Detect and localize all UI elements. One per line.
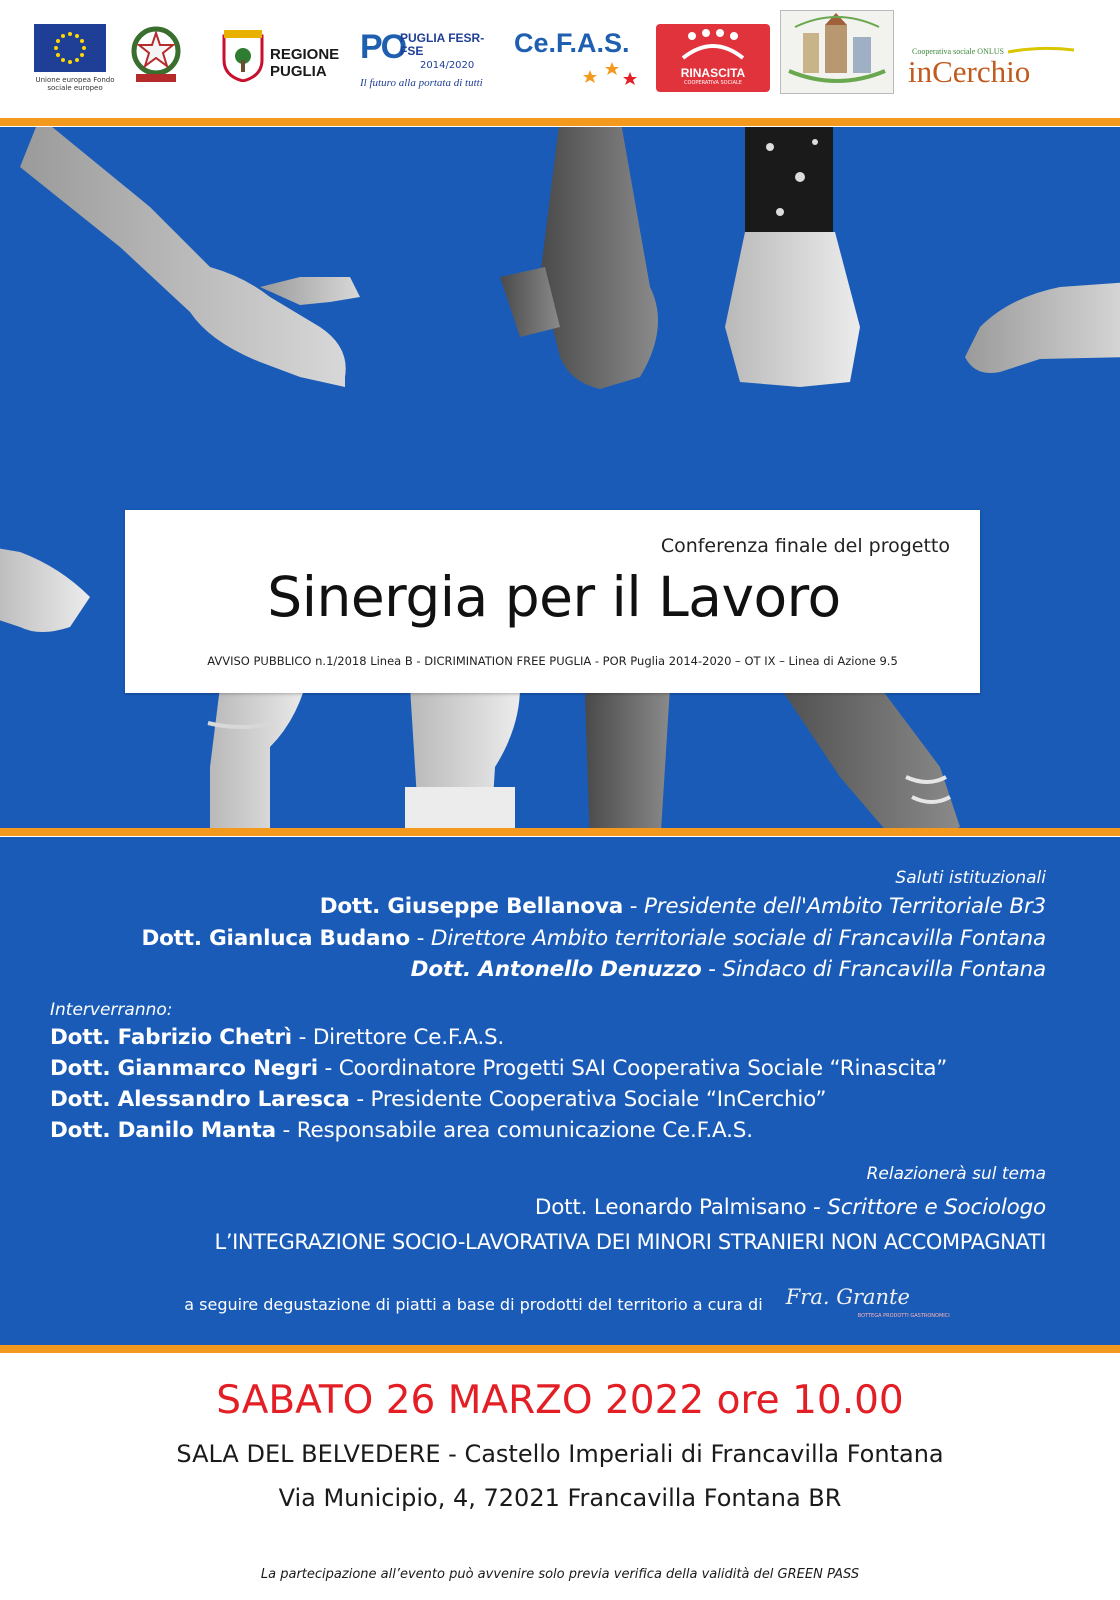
speaker-name: Dott. Danilo Manta [50, 1118, 276, 1143]
speaker-role: Responsabile area comunicazione Ce.F.A.S. [296, 1118, 753, 1143]
caterer-signature-logo [785, 1283, 950, 1325]
speaker-role: Presidente Cooperativa Sociale “InCerchio” [370, 1087, 827, 1112]
speakers-heading: Interverranno: [50, 1000, 173, 1020]
speaker-name: Dott. Gianluca Budano [141, 926, 411, 951]
program-section [0, 837, 1120, 1345]
rinascita-sub: COOPERATIVA SOCIALE [684, 80, 742, 86]
incerchio-name: inCerchio [908, 54, 1031, 89]
speaker-name: Dott. Alessandro Laresca [50, 1087, 350, 1112]
italian-republic-emblem [130, 24, 182, 86]
incerchio-logo [908, 40, 1078, 96]
speaker-row: Dott. Danilo Manta - Responsabile area comunicazione Ce.F.A.S. [50, 1118, 753, 1143]
greetings-heading: Saluti istituzionali [895, 868, 1046, 888]
partner-logos [0, 0, 1120, 118]
rinascita-name: RINASCITA [680, 66, 746, 80]
greeting-row: Dott. Antonello Denuzzo - Sindaco di Francavilla Fontana [410, 957, 1046, 982]
rinascita-logo [656, 24, 770, 92]
speaker-role: Direttore Ambito territoriale sociale di Francavilla Fontana [430, 926, 1046, 951]
por-years: 2014/2020 [420, 60, 475, 71]
greeting-row: Dott. Giuseppe Bellanova - Presidente dell'Ambito Territoriale Br3 [319, 894, 1046, 919]
village-illustration-logo [780, 10, 894, 94]
project-title: Sinergia per il Lavoro [267, 565, 841, 629]
keynote-role: Scrittore e Sociologo [827, 1195, 1046, 1220]
tasting-text: a seguire degustazione di piatti a base di prodotti del territorio a cura di [184, 1294, 763, 1314]
speaker-name: Dott. Fabrizio Chetrì [50, 1025, 292, 1050]
greeting-row: Dott. Gianluca Budano - Direttore Ambito territoriale sociale di Francavilla Fontana [141, 926, 1046, 951]
tasting-note [0, 1283, 1120, 1325]
keynote-heading: Relazionerà sul tema [866, 1164, 1046, 1184]
conference-kicker: Conferenza finale del progetto [660, 535, 950, 557]
speaker-role: Coordinatore Progetti SAI Cooperativa Sociale “Rinascita” [338, 1056, 948, 1081]
speaker-name: Dott. Antonello Denuzzo [410, 957, 702, 982]
por-puglia-logo [360, 28, 500, 98]
keynote-theme: L’INTEGRAZIONE SOCIO-LAVORATIVA DEI MINORI STRANIERI NON ACCOMPAGNATI [214, 1230, 1046, 1254]
event-date: SABATO 26 MARZO 2022 ore 10.00 [216, 1378, 904, 1423]
green-pass-notice: La partecipazione all’evento può avvenire solo previa verifica della validità del GREEN PASS [260, 1567, 860, 1582]
keynote-name: Dott. Leonardo Palmisano [534, 1195, 807, 1220]
caterer-sub: BOTTEGA PRODOTTI GASTRONOMICI [857, 1313, 950, 1319]
middle-orange-rule [0, 828, 1120, 836]
eu-flag-logo [34, 24, 106, 72]
bottom-orange-rule [0, 1345, 1120, 1353]
keynote-row: Dott. Leonardo Palmisano - Scrittore e Sociologo [534, 1195, 1046, 1220]
speaker-role: Sindaco di Francavilla Fontana [722, 957, 1046, 982]
speaker-role: Direttore Ce.F.A.S. [312, 1025, 505, 1050]
regione-puglia-label: REGIONE PUGLIA [270, 46, 340, 80]
speaker-row: Dott. Fabrizio Chetrì - Direttore Ce.F.A.S. [50, 1025, 505, 1050]
eu-caption: Unione europea Fondo sociale europeo [35, 76, 115, 92]
title-banner [125, 510, 980, 693]
speaker-role: Presidente dell'Ambito Territoriale Br3 [643, 894, 1046, 919]
por-slogan: Il futuro alla portata di tutti [360, 77, 483, 89]
speaker-row: Dott. Alessandro Laresca - Presidente Cooperativa Sociale “InCerchio” [50, 1087, 827, 1112]
cefas-logo [514, 28, 644, 88]
speaker-name: Dott. Gianmarco Negri [50, 1056, 318, 1081]
incerchio-tag: Cooperativa sociale ONLUS [912, 47, 1004, 56]
top-orange-rule [0, 118, 1120, 126]
cefas-name: Ce.F.A.S. [514, 28, 630, 58]
speaker-name: Dott. Giuseppe Bellanova [319, 894, 624, 919]
event-venue: SALA DEL BELVEDERE - Castello Imperiali di Francavilla Fontana [176, 1440, 944, 1468]
regione-puglia-shield [222, 28, 264, 82]
event-address: Via Municipio, 4, 72021 Francavilla Fontana BR [278, 1484, 842, 1512]
speaker-row: Dott. Gianmarco Negri - Coordinatore Progetti SAI Cooperativa Sociale “Rinascita” [50, 1056, 948, 1081]
por-mark: PO [360, 28, 406, 66]
hero-image [0, 127, 1120, 828]
caterer-name: Fra. Grante [785, 1285, 910, 1309]
hands-illustration [0, 127, 1120, 828]
por-tag: PUGLIA FESR-FSE [400, 31, 485, 58]
funding-notice: AVVISO PUBBLICO n.1/2018 Linea B - DICRIMINATION FREE PUGLIA - POR Puglia 2014-2020 – OT IX – Linea di Azione 9.5 [207, 654, 898, 668]
